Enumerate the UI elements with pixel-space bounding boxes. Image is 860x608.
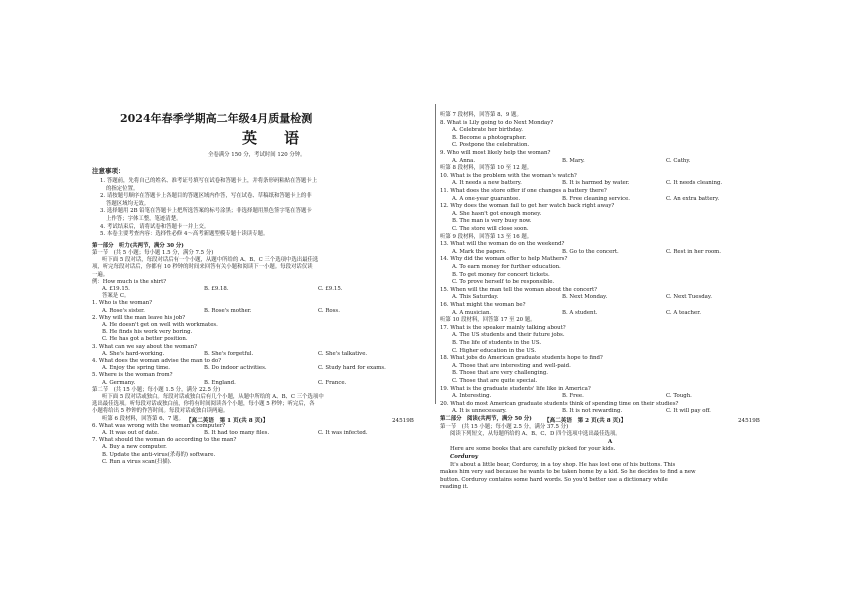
option: A. Anna. [452, 157, 476, 164]
option: B. Rose's mother. [204, 307, 252, 314]
page-footer: 【高二英语 第 2 页(共 8 页)】 [544, 418, 627, 424]
note-line: 3. 选择题用 2B 铅笔在答题卡上把所选答案的标号涂黑；非选择题用黑色签字笔在答题卡 [100, 208, 312, 215]
option: A. Interesting. [452, 393, 492, 400]
option: A. Germany. [102, 379, 136, 386]
option: A. Celebrate her birthday. [452, 127, 523, 134]
option: B. Update the anti-virus(杀毒的) software. [102, 451, 216, 458]
passage-line: button. Corduroy contains some hard words. So you'd better use a dictionary while [440, 476, 668, 483]
note-line: 2. 请按题号顺序在答题卡上各题目的答题区域内作答，写在试卷、草稿纸和答题卡上的非 [100, 193, 312, 200]
instruction-line: 选出最佳选项。听每段对话或独白前，你将有时间阅读各个小题，每小题 5 秒钟；听完后，各 [92, 401, 315, 408]
question: 2. Why will the man leave his job? [92, 314, 186, 321]
note-line: 4. 考试结束后，请将试卷和答题卡一并上交。 [100, 223, 210, 230]
option: A. Mark the papers. [452, 248, 507, 255]
option: C. Study hard for exams. [318, 365, 386, 372]
option: A. Rose's sister. [102, 307, 145, 314]
option: C. Next Tuesday. [666, 294, 712, 301]
exam-code: 24519B [738, 418, 760, 424]
option: C. Postpone the celebration. [452, 142, 530, 149]
example-option: B. £9.18. [204, 286, 229, 292]
question: 14. Why did the woman offer to help Mathers? [440, 256, 568, 263]
part2-section1: 第一节 (共 15 小题；每小题 2.5 分，满分 37.5 分) [440, 423, 569, 430]
option: B. The life of students in the US. [452, 340, 542, 346]
passage-intro: Here are some books that are carefully picked for your kids. [450, 446, 616, 453]
material-label: 听第 7 段材料，回答第 8、9 题。 [440, 112, 522, 118]
left-page [92, 100, 432, 465]
option: B. It is harmed by water. [562, 180, 630, 187]
option: C. It needs cleaning. [666, 180, 723, 187]
page-footer: 【高二英语 第 1 页(共 8 页)】 [186, 418, 269, 424]
question: 11. What does the store offer if one changes a battery there? [440, 188, 607, 194]
option: A. It was out of date. [102, 430, 159, 436]
part2-heading: 第二部分 阅读(共两节，满分 50 分) [440, 416, 532, 422]
option: A. It needs a new battery. [452, 180, 522, 187]
option: B. A student. [562, 309, 598, 316]
question: 16. What might the woman be? [440, 302, 526, 308]
question: 3. What can we say about the woman? [92, 343, 197, 350]
question: 19. What is the graduate students' life like in America? [440, 385, 591, 392]
instruction-line: 小题将给出 5 秒钟的作答时间。每段对话或独白读两遍。 [92, 408, 229, 415]
instruction-line: 听下面 5 段对话或独白。每段对话或独白后有几个小题，从题中所给的 A、B、C 三个选项中 [102, 394, 324, 400]
option: C. Ross. [318, 307, 340, 314]
question: 5. Where is the woman from? [92, 372, 173, 379]
option: C. Rest in her room. [666, 248, 722, 255]
option: A. He doesn't get on well with workmates. [102, 322, 218, 328]
option: A. To earn money for further education. [452, 264, 561, 270]
option: C. A teacher. [666, 309, 701, 316]
example-answer: 答案是 C。 [102, 293, 130, 300]
question: 9. Who will most likely help the woman? [440, 150, 551, 156]
question: 6. What was wrong with the woman's computer? [92, 422, 226, 429]
part2-instruction: 阅读下列短文，从每题所给的 A、B、C、D 四个选项中选出最佳选项。 [450, 431, 621, 438]
option: B. It is not rewarding. [562, 408, 623, 415]
option: B. Go to the concert. [562, 248, 619, 255]
question: 20. What do most American graduate students think of spending time on their studies? [440, 400, 679, 407]
option: B. Free cleaning service. [562, 195, 631, 202]
option: C. She's talkative. [318, 350, 368, 357]
question: 4. What does the woman advise the man to do? [92, 358, 222, 364]
question: 17. What is the speaker mainly talking about? [440, 324, 566, 331]
subject-title: 英 语 [242, 129, 306, 147]
option: A. It is unnecessary. [452, 408, 507, 415]
option: C. An extra battery. [666, 195, 720, 202]
question: 13. What will the woman do on the weekend? [440, 241, 565, 248]
question: 7. What should the woman do according to the man? [92, 437, 237, 444]
option: C. The store will close soon. [452, 226, 529, 232]
instruction-line: 听下面 5 段对话，每段对话后有一个小题，从题中所给的 A、B、C 三个选项中选出最佳选 [102, 257, 319, 264]
option: C. It will pay off. [666, 408, 711, 415]
passage-line: makes him very sad because he wants to be taken home by a kid. So he decides to find a new [440, 469, 696, 476]
part1-section2: 第二节 (共 15 小题；每小题 1.5 分，满分 22.5 分) [92, 386, 221, 393]
score-info: 全卷满分 150 分，考试时间 120 分钟。 [208, 152, 306, 158]
option: B. Do indoor activities. [204, 365, 267, 372]
question: 18. What jobs do American graduate students hope to find? [440, 355, 603, 362]
option: B. Free. [562, 393, 584, 400]
note-line: 的指定位置。 [106, 185, 139, 192]
option: B. He finds his work very boring. [102, 329, 193, 336]
option: A. This Saturday. [452, 294, 499, 301]
option: B. The man is very busy now. [452, 218, 532, 225]
material-label: 听第 10 段材料，回答第 17 至 20 题。 [440, 317, 536, 324]
option: A. The US students and their future jobs. [452, 332, 565, 339]
exam-code: 24519B [392, 418, 414, 424]
option: A. She hasn't got enough money. [452, 210, 542, 217]
passage-line: reading it. [440, 484, 469, 491]
right-page [440, 100, 776, 491]
page-divider [435, 104, 436, 404]
option: B. To get money for concert tickets. [452, 271, 550, 278]
question: 10. What is the problem with the woman's watch? [440, 172, 577, 179]
option: C. Higher education in the US. [452, 347, 537, 354]
question: 1. Who is the woman? [92, 300, 153, 307]
option: C. Run a virus scan(扫描). [102, 458, 172, 465]
option: A. Those that are interesting and well-paid. [452, 362, 571, 369]
passage-line: It's about a little bear, Corduroy, in a toy shop. He has lost one of his buttons. This [450, 461, 676, 468]
option: C. Those that are quite special. [452, 378, 538, 384]
note-line: 上作答；字体工整，笔迹清楚。 [106, 216, 182, 222]
example-question: 例：How much is the shirt? [92, 278, 167, 285]
option: C. It was infected. [318, 430, 368, 436]
option: B. Mary. [562, 157, 585, 164]
instruction-line: 项，听完每段对话后，你都有 10 秒钟的时间来回答有关小题和阅读下一小题。每段对话仅读 [92, 264, 313, 271]
note-line: 1. 答题前，先将自己的姓名、准考证号填写在试卷和答题卡上，并将条形码粘贴在答题卡上 [100, 178, 318, 184]
part1-section1: 第一节 (共 5 小题；每小题 1.5 分，满分 7.5 分) [92, 250, 214, 256]
option: C. Tough. [666, 393, 692, 400]
material-label: 听第 6 段材料，回答第 6、7 题。 [102, 415, 184, 422]
option: B. It had too many files. [204, 430, 270, 436]
option: B. Become a photographer. [452, 134, 527, 141]
option: C. Cathy. [666, 157, 691, 164]
option: A. A one-year guarantee. [452, 195, 521, 202]
option: B. Next Monday. [562, 294, 608, 301]
material-label: 听第 8 段材料，回答第 10 至 12 题。 [440, 165, 533, 172]
option: C. To prove herself to be responsible. [452, 279, 555, 286]
option: A. She's hard-working. [102, 350, 165, 357]
notes-heading: 注意事项： [92, 167, 125, 175]
option: A. Buy a new computer. [102, 444, 167, 451]
passage-letter: A [608, 438, 613, 445]
example-option: C. £9.15. [318, 286, 343, 292]
option: C. France. [318, 379, 347, 386]
note-line: 答题区域均无效。 [106, 200, 150, 207]
part1-heading: 第一部分 听力(共两节，满分 30 分) [92, 242, 184, 249]
example-option: A. £19.15. [102, 286, 130, 292]
passage-title: Corduroy [450, 454, 478, 460]
option: B. She's forgetful. [204, 350, 254, 357]
option: B. Those that are very challenging. [452, 370, 548, 377]
question: 12. Why does the woman fail to get her watch back right away? [440, 203, 615, 210]
material-label: 听第 9 段材料，回答第 13 至 16 题。 [440, 233, 533, 240]
option: A. Enjoy the spring time. [102, 365, 171, 372]
question: 8. What is Lily going to do Next Monday? [440, 119, 554, 126]
option: A. A musician. [452, 309, 492, 316]
note-line: 5. 本卷主要考查内容：选择性必修 4～高考新题型模专题十读读专题。 [100, 231, 269, 238]
exam-title: 2024年春季学期高二年级4月质量检测 [120, 112, 313, 125]
instruction-line: 一遍。 [92, 271, 109, 278]
option: C. He has got a better position. [102, 336, 188, 343]
option: B. England. [204, 379, 236, 386]
question: 15. When will the man tell the woman about the concert? [440, 286, 598, 293]
